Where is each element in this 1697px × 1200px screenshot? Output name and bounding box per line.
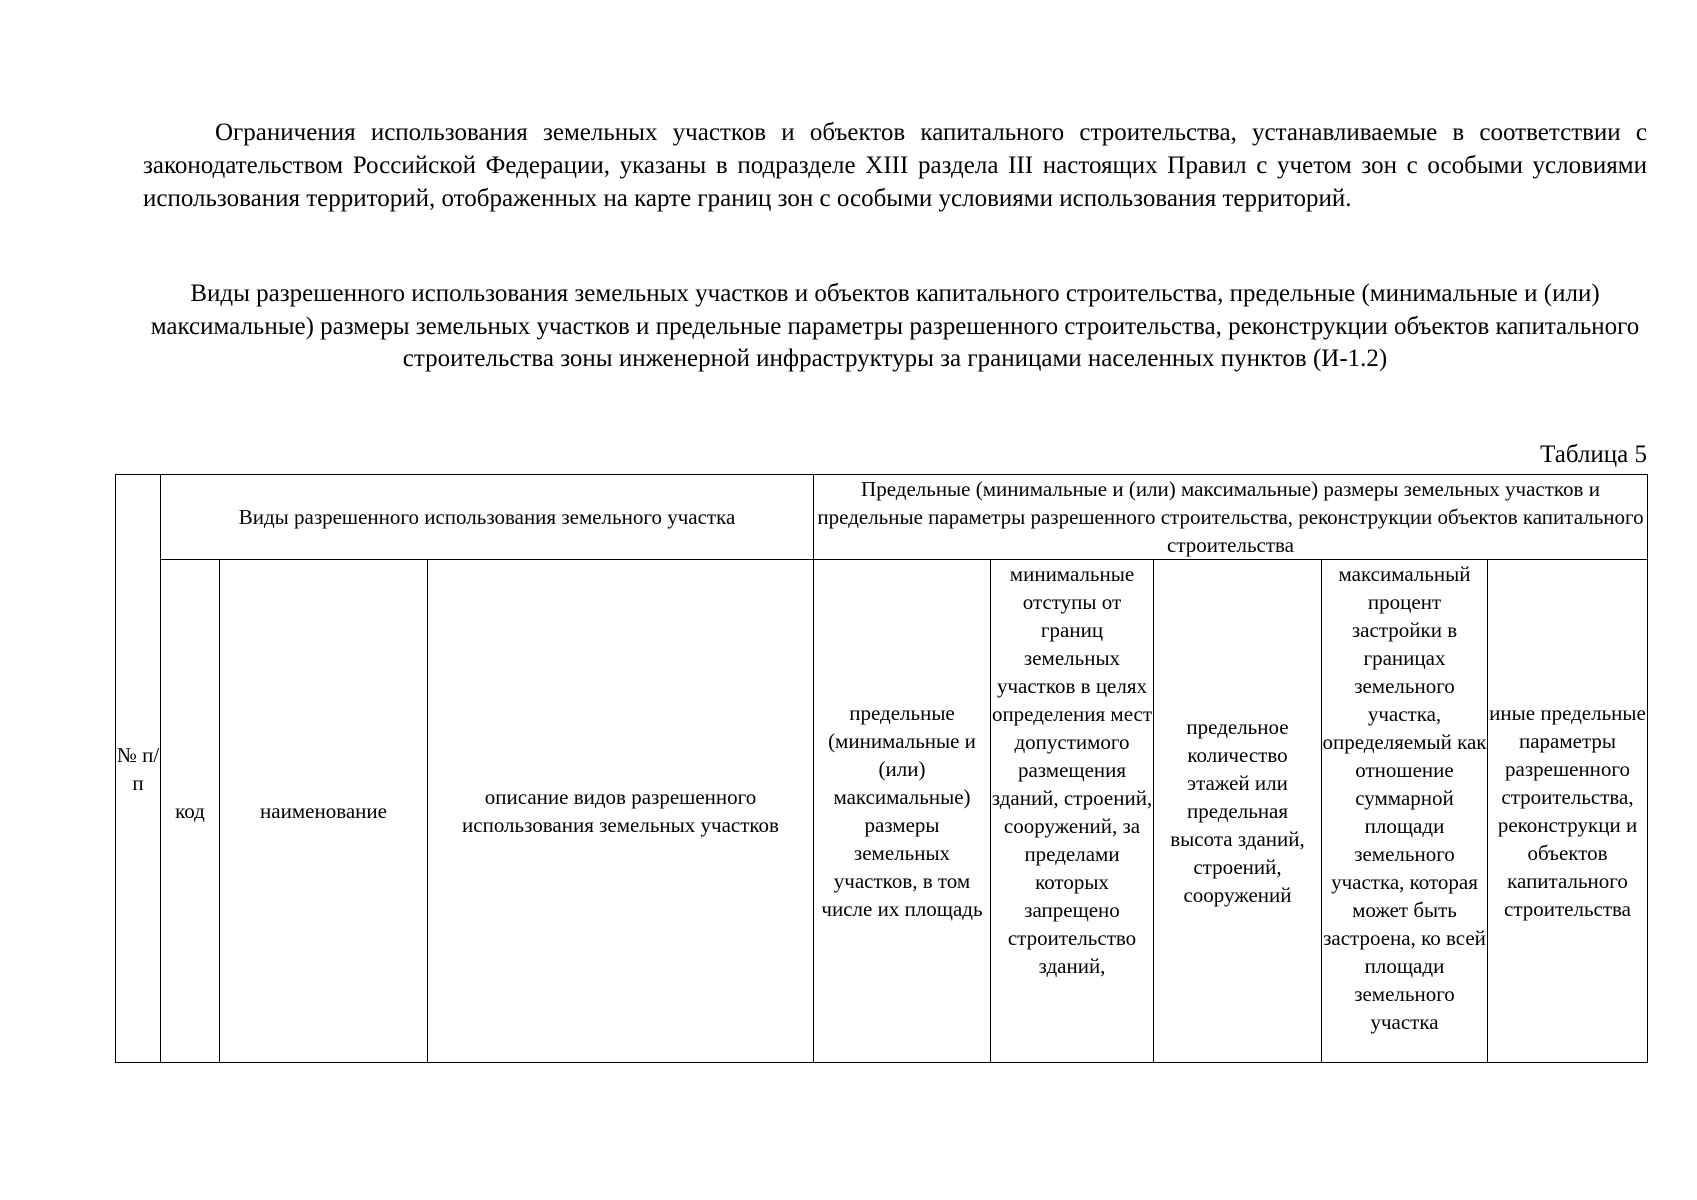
header-code: код bbox=[161, 560, 220, 1063]
header-name: наименование bbox=[220, 560, 428, 1063]
zoning-parameters-table bbox=[115, 474, 1648, 1063]
table-caption: Таблица 5 bbox=[1540, 441, 1647, 468]
table-header-row-groups bbox=[116, 475, 1648, 560]
table-header-row-columns bbox=[116, 560, 1648, 1063]
intro-paragraph: Ограничения использования земельных участков и объектов капитального строительства, устанавливаемые в соответствии с законодательством Российской Федерации, указаны в подразделе XIII раздела III настоящих Правил с учетом зон с особыми условиями использования территорий, отображенных на карте границ зон с особыми условиями использования территорий. bbox=[143, 119, 1647, 212]
header-number: № п/п bbox=[116, 475, 161, 1063]
header-plot-sizes: предельные (минимальные и (или) максимальные) размеры земельных участков, в том числе их площадь bbox=[814, 560, 991, 1063]
header-floors: предельное количество этажей или предельная высота зданий, строений, сооружений bbox=[1154, 560, 1322, 1063]
header-coverage: максимальный процент застройки в границах земельного участка, определяемый как отношение суммарной площади земельного участка, которая может быть застроена, ко всей площади земельного участка bbox=[1322, 560, 1488, 1063]
header-group-uses: Виды разрешенного использования земельного участка bbox=[161, 475, 814, 560]
header-setbacks: минимальные отступы от границ земельных участков в целях определения мест допустимого размещения зданий, строений, сооружений, за пределами которых запрещено строительство зданий, bbox=[991, 560, 1154, 1063]
header-description: описание видов разрешенного использования земельных участков bbox=[428, 560, 814, 1063]
section-heading: Виды разрешенного использования земельных участков и объектов капитального строительства, предельные (минимальные и (или) максимальные) размеры земельных участков и предельные параметры разрешенного строительства, реконструкции объектов капитального строительства зоны инженерной инфраструктуры за границами населенных пунктов (И-1.2) bbox=[150, 280, 1640, 372]
header-other: иные предельные параметры разрешенного строительства, реконструкци и объектов капитального строительства bbox=[1488, 560, 1648, 1063]
header-group-limits: Предельные (минимальные и (или) максимальные) размеры земельных участков и предельные параметры разрешенного строительства, реконструкции объектов капитального строительства bbox=[814, 475, 1648, 560]
